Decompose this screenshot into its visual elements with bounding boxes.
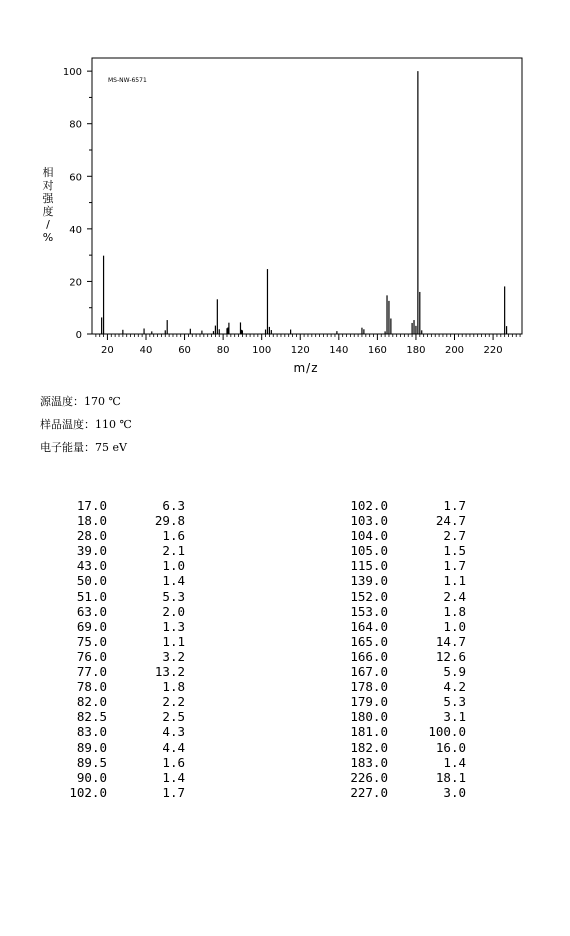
spectrum-id-label: MS-NW-6571 bbox=[108, 77, 147, 84]
x-tick-label: 140 bbox=[329, 345, 349, 356]
mz-value: 89.5 bbox=[76, 754, 107, 770]
source-temperature: 源温度：170 ℃ bbox=[40, 395, 121, 408]
mz-value: 104.0 bbox=[350, 528, 388, 544]
plot-frame bbox=[92, 58, 522, 334]
intensity-value: 1.1 bbox=[162, 633, 185, 649]
x-tick-label: 160 bbox=[367, 345, 387, 356]
y-tick-label: 80 bbox=[69, 119, 82, 131]
intensity-value: 1.5 bbox=[443, 543, 466, 559]
y-tick-label: 20 bbox=[69, 277, 82, 289]
intensity-value: 5.3 bbox=[443, 694, 466, 710]
spectrum-peaks bbox=[102, 71, 507, 334]
intensity-value: 1.7 bbox=[162, 784, 185, 800]
y-tick-label: 0 bbox=[75, 330, 82, 341]
intensity-value: 5.9 bbox=[443, 664, 466, 680]
mz-value: 226.0 bbox=[350, 769, 388, 785]
intensity-value: 1.6 bbox=[162, 528, 185, 544]
x-tick-label: 180 bbox=[406, 345, 426, 356]
intensity-value: 1.3 bbox=[162, 618, 185, 634]
y-axis bbox=[63, 67, 92, 341]
x-tick-label: 200 bbox=[444, 345, 465, 356]
x-tick-label: 120 bbox=[290, 345, 310, 356]
x-tick-label: 40 bbox=[139, 345, 153, 356]
mz-value: 50.0 bbox=[76, 573, 107, 589]
mz-value: 82.0 bbox=[76, 694, 107, 710]
intensity-value: 2.4 bbox=[443, 588, 466, 604]
mz-value: 165.0 bbox=[350, 633, 388, 649]
intensity-value: 1.4 bbox=[162, 769, 185, 785]
intensity-value: 5.3 bbox=[162, 588, 185, 604]
mz-value: 166.0 bbox=[350, 648, 388, 664]
y-axis-title-char: 度 bbox=[42, 205, 54, 218]
intensity-value: 1.7 bbox=[443, 558, 466, 574]
intensity-value: 2.5 bbox=[162, 709, 185, 725]
y-tick-label: 40 bbox=[69, 224, 82, 236]
y-axis-title-char: 强 bbox=[42, 192, 54, 205]
mz-value: 139.0 bbox=[350, 573, 388, 589]
x-tick-label: 80 bbox=[216, 345, 230, 356]
x-tick-label: 20 bbox=[101, 345, 114, 356]
mz-value: 152.0 bbox=[350, 588, 388, 604]
mz-value: 105.0 bbox=[350, 543, 388, 559]
y-tick-label: 100 bbox=[62, 67, 82, 79]
intensity-value: 3.2 bbox=[162, 648, 185, 664]
mz-value: 103.0 bbox=[350, 513, 388, 529]
mz-value: 182.0 bbox=[350, 739, 388, 755]
x-axis-title: m/z bbox=[293, 361, 319, 375]
mz-value: 78.0 bbox=[76, 679, 107, 695]
mz-value: 77.0 bbox=[76, 664, 107, 680]
mz-value: 183.0 bbox=[350, 754, 388, 770]
x-tick-label: 100 bbox=[252, 345, 272, 356]
mz-value: 82.5 bbox=[76, 709, 107, 725]
x-tick-label: 220 bbox=[483, 345, 503, 356]
intensity-value: 1.8 bbox=[443, 603, 466, 619]
y-axis-title-char: % bbox=[42, 231, 54, 244]
intensity-value: 4.3 bbox=[162, 724, 185, 740]
mz-value: 153.0 bbox=[350, 603, 388, 619]
electron-energy: 电子能量：75 eV bbox=[40, 441, 127, 454]
mz-value: 227.0 bbox=[350, 784, 388, 800]
intensity-value: 1.7 bbox=[443, 498, 466, 513]
mz-value: 63.0 bbox=[76, 603, 107, 619]
intensity-value: 1.4 bbox=[162, 573, 185, 589]
intensity-value: 12.6 bbox=[435, 648, 466, 664]
mz-value: 102.0 bbox=[69, 784, 107, 800]
x-axis bbox=[101, 334, 503, 356]
intensity-value: 4.2 bbox=[443, 679, 466, 695]
intensity-value: 1.8 bbox=[162, 679, 185, 695]
intensity-value: 100.0 bbox=[428, 724, 466, 740]
mz-value: 76.0 bbox=[76, 648, 107, 664]
sample-temperature: 样品温度：110 ℃ bbox=[40, 418, 132, 431]
mz-value: 51.0 bbox=[76, 588, 107, 604]
mz-value: 83.0 bbox=[76, 724, 107, 740]
mz-value: 17.0 bbox=[76, 498, 107, 513]
intensity-value: 2.0 bbox=[162, 603, 185, 619]
mz-value: 164.0 bbox=[350, 618, 388, 634]
y-axis-title-char: 相 bbox=[42, 166, 54, 179]
intensity-value: 1.1 bbox=[443, 573, 466, 589]
intensity-value: 1.4 bbox=[443, 754, 466, 770]
intensity-value: 1.6 bbox=[162, 754, 185, 770]
intensity-value: 2.2 bbox=[162, 694, 185, 710]
intensity-value: 4.4 bbox=[162, 739, 185, 755]
y-axis-title-char: 对 bbox=[42, 179, 54, 192]
intensity-value: 2.1 bbox=[162, 543, 185, 559]
y-tick-label: 60 bbox=[69, 172, 82, 184]
mass-spectrum-chart bbox=[0, 0, 570, 380]
intensity-value: 29.8 bbox=[154, 513, 185, 529]
mz-value: 18.0 bbox=[76, 513, 107, 529]
intensity-value: 1.0 bbox=[162, 558, 185, 574]
y-axis-title-char: / bbox=[46, 218, 50, 231]
intensity-value: 13.2 bbox=[154, 664, 185, 680]
mz-value: 178.0 bbox=[350, 679, 388, 695]
intensity-value: 3.0 bbox=[443, 784, 466, 800]
y-axis-title bbox=[43, 165, 55, 244]
intensity-value: 2.7 bbox=[443, 528, 466, 544]
mz-value: 69.0 bbox=[76, 618, 107, 634]
mz-value: 102.0 bbox=[350, 498, 388, 513]
mz-value: 89.0 bbox=[76, 739, 107, 755]
mz-value: 167.0 bbox=[350, 664, 388, 680]
mz-value: 180.0 bbox=[350, 709, 388, 725]
intensity-value: 6.3 bbox=[162, 498, 185, 513]
intensity-value: 16.0 bbox=[435, 739, 466, 755]
intensity-value: 3.1 bbox=[443, 709, 466, 725]
mz-value: 179.0 bbox=[350, 694, 388, 710]
x-tick-label: 60 bbox=[178, 345, 191, 356]
mz-value: 90.0 bbox=[76, 769, 107, 785]
mz-value: 28.0 bbox=[76, 528, 107, 544]
intensity-value: 18.1 bbox=[435, 769, 466, 785]
mz-value: 115.0 bbox=[350, 558, 388, 574]
intensity-value: 14.7 bbox=[435, 633, 466, 649]
mz-value: 75.0 bbox=[76, 633, 107, 649]
mz-value: 39.0 bbox=[76, 543, 107, 559]
intensity-value: 24.7 bbox=[435, 513, 466, 529]
mz-value: 43.0 bbox=[76, 558, 107, 574]
mz-value: 181.0 bbox=[350, 724, 388, 740]
intensity-value: 1.0 bbox=[443, 618, 466, 634]
